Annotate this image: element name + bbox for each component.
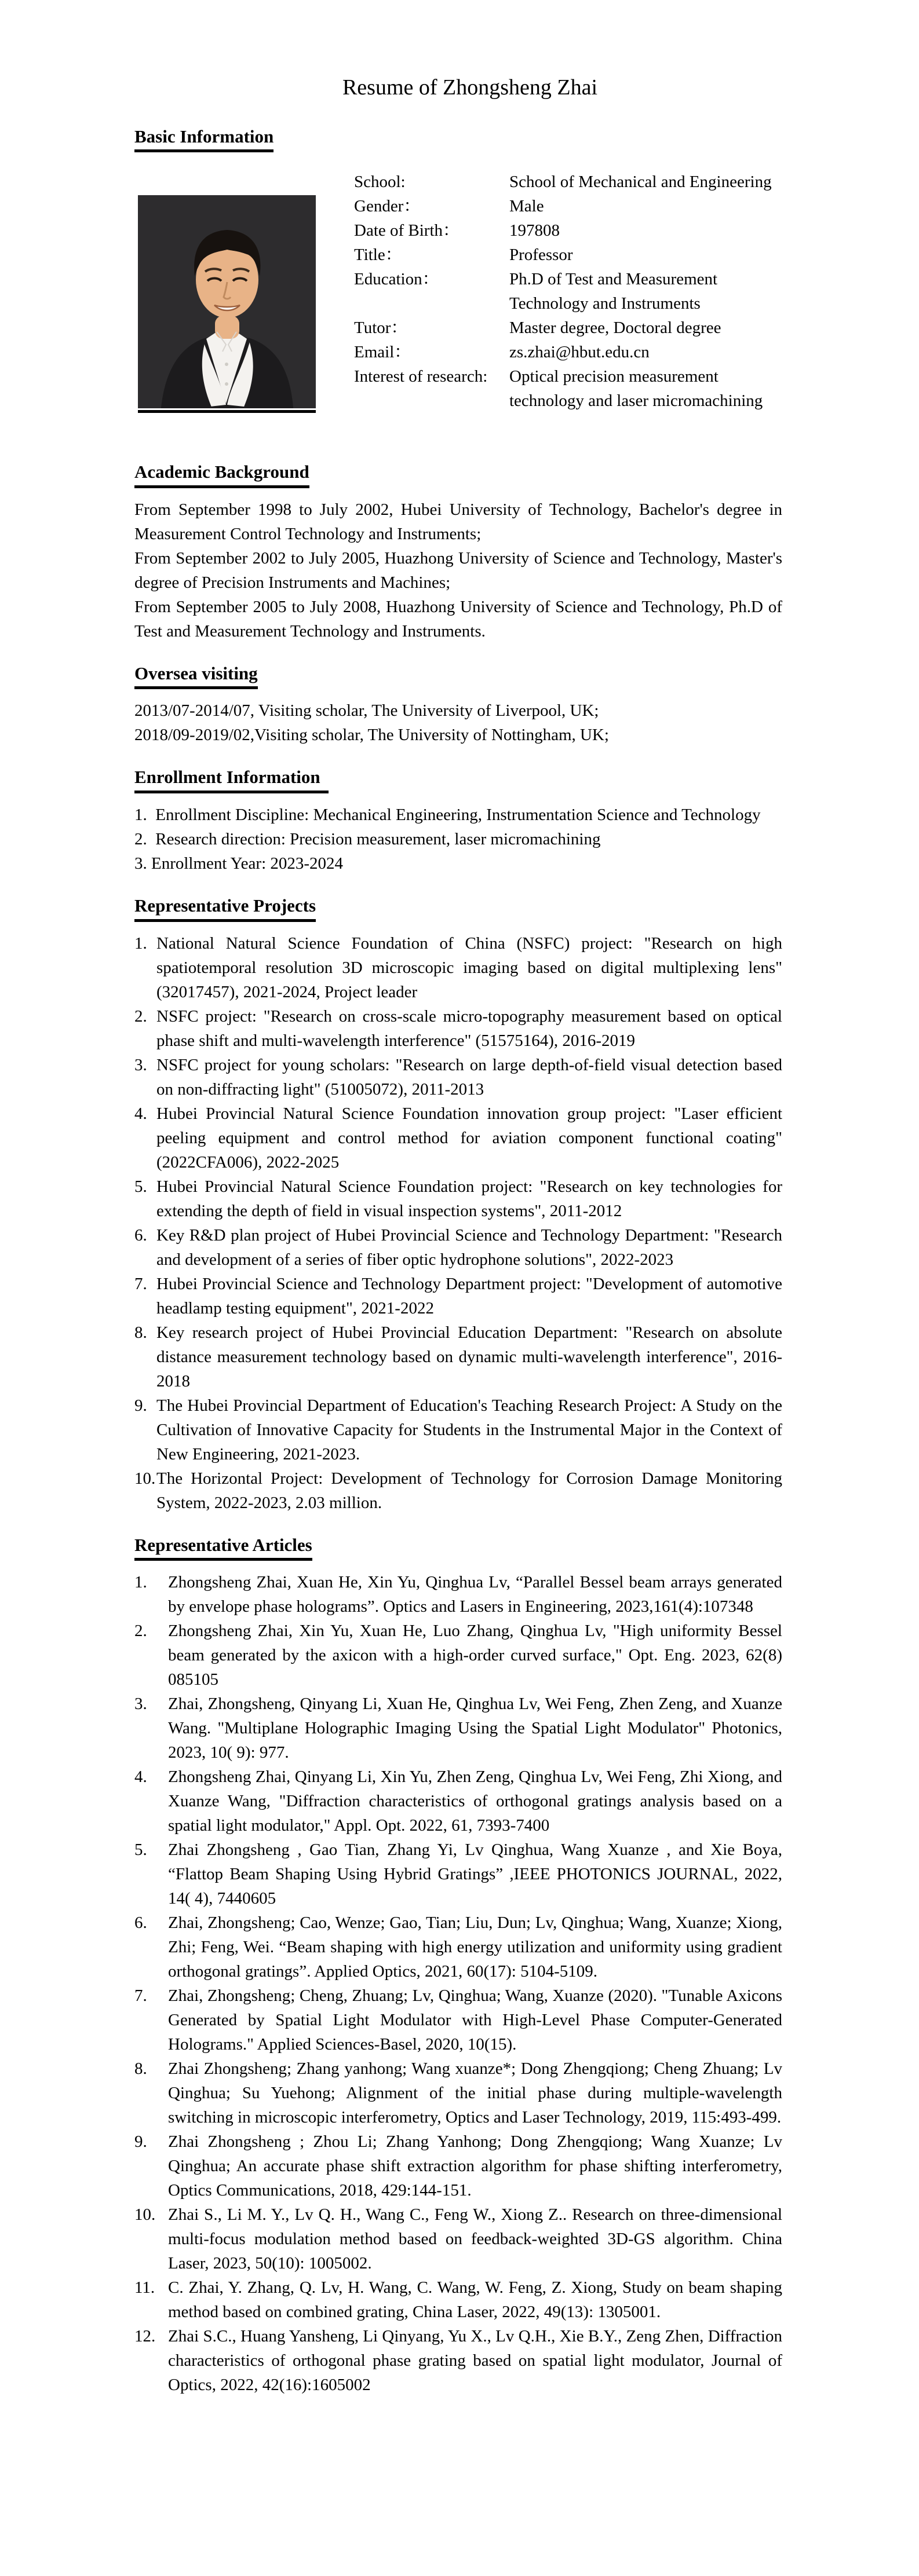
item-number: 8. [134,1323,147,1342]
item-number: 7. [134,1274,147,1293]
info-value: zs.zhai@hbut.edu.cn [509,343,650,362]
info-label: Education： [354,270,439,289]
item-text: National Natural Science Foundation of China (NSFC) project: "Research on high spatiotemporal resolution 3D microscopic imaging based on digital multiplexing lens" (32017457), 2021-2024, Project leader [156,934,782,1001]
project-item [134,931,782,1004]
item-number: 1. [134,934,147,953]
item-text: Zhai, Zhongsheng, Qinyang Li, Xuan He, Qinghua Lv, Wei Feng, Zhen Zeng, and Xuanze Wang. "Multiplane Holographic Imaging Using the Spatial Light Modulator" Photonics, 2023, 10( 9): 977. [168,1695,782,1762]
info-row-title [354,243,782,267]
representative-articles-heading: Representative Articles [134,1535,312,1561]
info-label: Interest of research: [354,367,488,386]
page-title: Resume of Zhongsheng Zhai [342,75,598,100]
item-text: Zhai Zhongsheng; Zhang yanhong; Wang xuanze*; Dong Zhengqiong; Cheng Zhuang; Lv Qinghua; Su Yuehong; Alignment of the initial phase during multiple-wavelength switching in microscopic interferometry, Optics and Laser Technology, 2019, 115:493-499. [168,2059,782,2127]
info-row-gender [354,194,782,218]
info-row-education [354,267,782,316]
article-item [134,2202,782,2275]
info-value: Optical precision measurement technology and laser micromachining [509,367,763,411]
item-text: Hubei Provincial Natural Science Foundation project: "Research on key technologies for extending the depth of field in visual inspection systems", 2011-2012 [156,1177,782,1220]
item-number: 2. [134,1622,147,1641]
article-item [134,2275,782,2324]
project-item [134,1102,782,1174]
oversea-paragraph: 2013/07-2014/07, Visiting scholar, The University of Liverpool, UK; [134,701,599,720]
item-text: Zhai, Zhongsheng; Cao, Wenze; Gao, Tian; Liu, Dun; Lv, Qinghua; Wang, Xuanze; Xiong, Zhi; Feng, Wei. “Beam shaping with high energy utilization and uniformity using gradient orthogonal gratings”. Applied Optics, 2021, 60(17): 5104-5109. [168,1913,782,1981]
info-label: Tutor： [354,319,408,338]
item-text: C. Zhai, Y. Zhang, Q. Lv, H. Wang, C. Wang, W. Feng, Z. Xiong, Study on beam shaping method based on combined grating, China Laser, 2022, 49(13): 1305001. [168,2278,782,2322]
item-text: Key R&D plan project of Hubei Provincial Science and Technology Department: "Research and development of a series of fiber optic hydrophone solutions", 2022-2023 [156,1225,782,1269]
section-enrollment-information [134,767,782,876]
item-number: 12. [134,2327,156,2346]
article-item [134,1984,782,2057]
info-value: Ph.D of Test and Measurement Technology and Instruments [509,270,718,313]
item-number: 7. [134,1986,147,2006]
project-item [134,1272,782,1320]
article-item [134,2057,782,2129]
item-number: 8. [134,2059,147,2079]
article-item [134,2324,782,2397]
item-number: 11. [134,2278,155,2297]
item-text: NSFC project: "Research on cross-scale micro-topography measurement based on optical phase shift and multi-wavelength interference" (51575164), 2016-2019 [156,1007,782,1050]
section-oversea-visiting [134,663,782,748]
item-text: Zhongsheng Zhai, Xuan He, Xin Yu, Qinghua Lv, “Parallel Bessel beam arrays generated by envelope phase holograms”. Optics and Lasers in Engineering, 2023,161(4):107348 [168,1573,782,1616]
item-number: 3. [134,1055,147,1074]
info-row-birth [354,218,782,243]
item-number: 4. [134,1104,147,1123]
info-label: Gender： [354,197,421,216]
info-row-school [354,170,782,194]
oversea-paragraph: 2018/09-2019/02,Visiting scholar, The University of Nottingham, UK; [134,726,609,745]
enrollment-item: 3. Enrollment Year: 2023-2024 [134,854,344,873]
item-text: Hubei Provincial Natural Science Foundation innovation group project: "Laser efficient peeling equipment and control method for aviation component functional coating" (2022CFA006), 2022-2025 [156,1104,782,1172]
item-text: The Hubei Provincial Department of Education's Teaching Research Project: A Study on the Cultivation of Innovative Capacity for Students in the Instrumental Major in the Context of New Engineering, 2021-2023. [156,1396,782,1463]
item-number: 5. [134,1177,147,1196]
enrollment-item: 2. Research direction: Precision measurement, laser micromachining [134,830,601,849]
portrait-photo [138,195,316,413]
project-item [134,1053,782,1102]
item-number: 5. [134,1840,147,1860]
project-item [134,1466,782,1515]
article-item [134,1692,782,1765]
item-text: Zhai, Zhongsheng; Cheng, Zhuang; Lv, Qinghua; Wang, Xuanze (2020). "Tunable Axicons Generated by Spatial Light Modulator with High-Level Phase Computer-Generated Holograms." Applied Sciences-Basel, 2020, 10(15). [168,1986,782,2054]
portrait-photo-image [138,195,316,408]
info-row-interest [354,364,782,413]
info-value: School of Mechanical and Engineering [509,173,772,192]
oversea-visiting-body [134,698,782,747]
item-text: Zhai S.C., Huang Yansheng, Li Qinyang, Yu X., Lv Q.H., Xie B.Y., Zeng Zhen, Diffraction characteristics of orthogonal phase grating based on spatial light modulator, Journal of Optics, 2022, 42(16):1605002 [168,2327,782,2395]
info-label: Title： [354,246,402,265]
article-item [134,1838,782,1911]
article-item [134,2129,782,2202]
item-text: Zhai Zhongsheng ; Zhou Li; Zhang Yanhong; Dong Zhengqiong; Wang Xuanze; Lv Qinghua; An accurate phase shift extraction algorithm for phase shifting interferometry, Optics Communications, 2018, 429:144-151. [168,2132,782,2200]
article-item [134,1619,782,1692]
basic-info-grid [134,170,782,413]
item-text: Zhongsheng Zhai, Xin Yu, Xuan He, Luo Zhang, Qinghua Lv, "High uniformity Bessel beam generated by the axicon with a high-order curved surface," Opt. Eng. 2023, 62(8) 085105 [168,1622,782,1689]
item-text: The Horizontal Project: Development of Technology for Corrosion Damage Monitoring System, 2022-2023, 2.03 million. [156,1469,782,1512]
item-number: 10. [134,1469,156,1488]
academic-paragraph: From September 1998 to July 2002, Hubei University of Technology, Bachelor's degree in Measurement Control Technology and Instruments; [134,500,782,543]
item-number: 2. [134,1007,147,1026]
project-item [134,1320,782,1393]
info-row-email [354,340,782,364]
representative-projects-body [134,931,782,1515]
info-value: Master degree, Doctoral degree [509,319,721,338]
item-number: 3. [134,1695,147,1714]
enrollment-information-heading: Enrollment Information [134,767,329,793]
enrollment-information-body [134,803,782,876]
article-item [134,1911,782,1984]
info-value: Male [509,197,544,216]
project-item [134,1174,782,1223]
project-item [134,1004,782,1053]
academic-background-heading: Academic Background [134,462,309,488]
info-label: Date of Birth： [354,221,460,240]
shirt-button [225,363,228,366]
section-basic-information [134,126,782,414]
project-item [134,1223,782,1272]
section-representative-projects [134,895,782,1515]
item-number: 1. [134,1573,147,1592]
article-item [134,1765,782,1838]
item-text: Zhongsheng Zhai, Qinyang Li, Xin Yu, Zhen Zeng, Qinghua Lv, Wei Feng, Zhi Xiong, and Xuanze Wang, "Diffraction characteristics of orthogonal gratings analysis based on a spatial light modulator," Appl. Opt. 2022, 61, 7393-7400 [168,1768,782,1835]
section-representative-articles [134,1535,782,2398]
info-value: 197808 [509,221,560,240]
representative-articles-body [134,1570,782,2397]
item-number: 10. [134,2205,156,2224]
item-text: Hubei Provincial Science and Technology Department project: "Development of automotive headlamp testing equipment", 2021-2022 [156,1274,782,1318]
shirt-button [225,382,228,386]
basic-information-heading: Basic Information [134,126,273,153]
item-text: Zhai Zhongsheng , Gao Tian, Zhang Yi, Lv Qinghua, Wang Xuanze , and Xie Boya, “Flattop Beam Shaping Using Hybrid Gratings” ,IEEE PHOTONICS JOURNAL, 2022, 14( 4), 7440605 [168,1840,782,1908]
academic-background-body [134,497,782,643]
article-item [134,1570,782,1619]
basic-info-fields [354,170,782,413]
photo-column [138,195,316,413]
info-value: Professor [509,246,573,265]
item-number: 6. [134,1913,147,1933]
enrollment-item: 1. Enrollment Discipline: Mechanical Engineering, Instrumentation Science and Technology [134,806,761,825]
info-label: School: [354,173,406,192]
project-item [134,1393,782,1466]
section-academic-background [134,462,782,643]
info-row-tutor [354,316,782,340]
item-number: 9. [134,1396,147,1415]
representative-projects-heading: Representative Projects [134,895,316,922]
item-number: 4. [134,1768,147,1787]
item-text: Key research project of Hubei Provincial Education Department: "Research on absolute distance measurement technology based on dynamic multi-wavelength interference", 2016-2018 [156,1323,782,1391]
academic-paragraph: From September 2005 to July 2008, Huazhong University of Science and Technology, Ph.D of Test and Measurement Technology and Instruments. [134,597,782,641]
academic-paragraph: From September 2002 to July 2005, Huazhong University of Science and Technology, Master's degree of Precision Instruments and Machines; [134,548,782,592]
item-text: Zhai S., Li M. Y., Lv Q. H., Wang C., Feng W., Xiong Z.. Research on three-dimensional multi-focus modulation method based on feedback-weighted 3D-GS algorithm. China Laser, 2023, 50(10): 1005002. [168,2205,782,2273]
oversea-visiting-heading: Oversea visiting [134,663,258,690]
item-text: NSFC project for young scholars: "Research on large depth-of-field visual detection based on non-diffracting light" (51005072), 2011-2013 [156,1055,782,1099]
info-label: Email： [354,343,411,362]
item-number: 6. [134,1225,147,1245]
item-number: 9. [134,2132,147,2151]
